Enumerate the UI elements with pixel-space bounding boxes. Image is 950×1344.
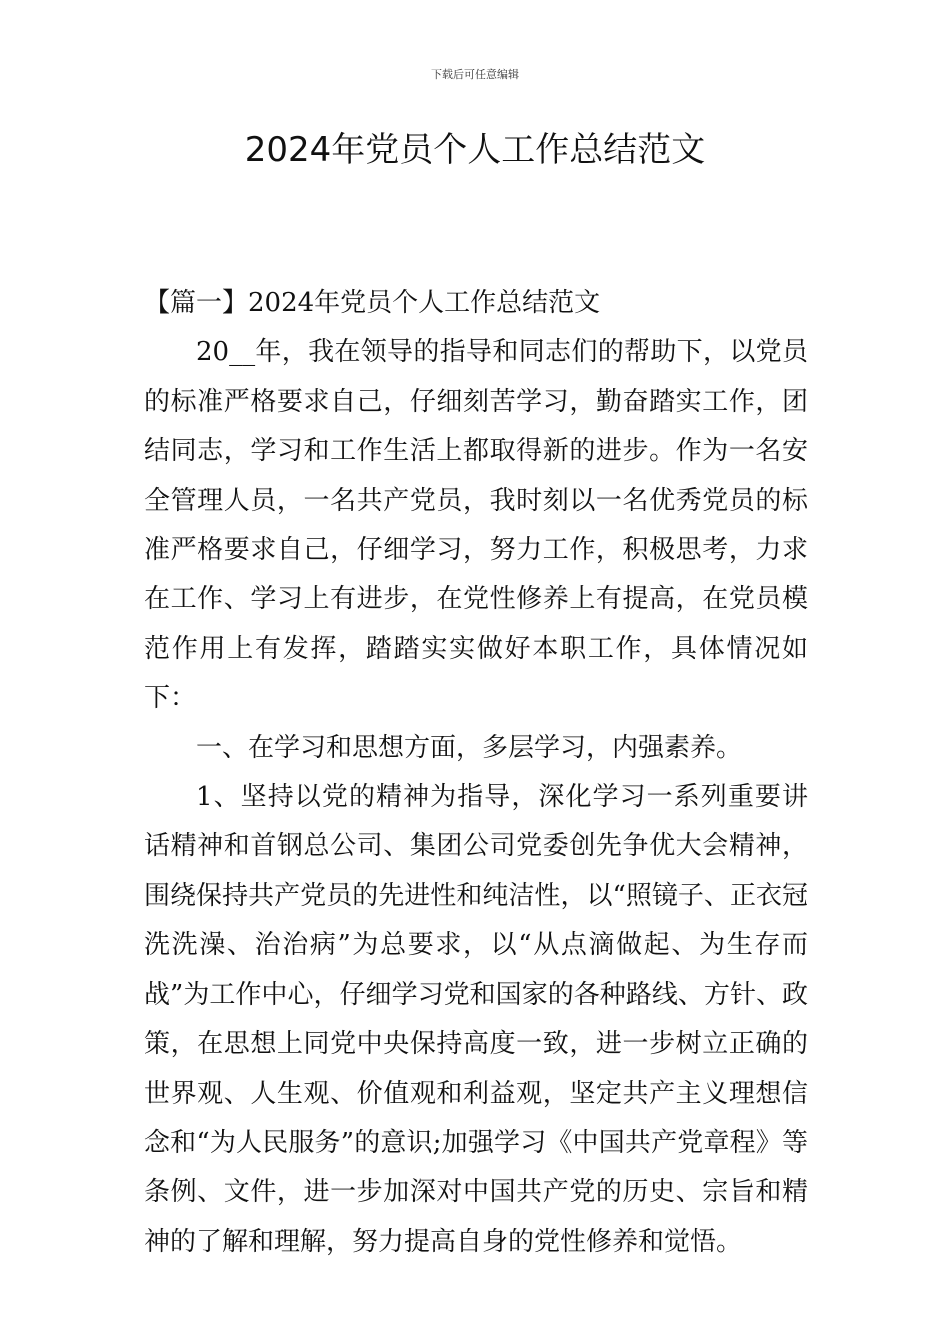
header-note: 下载后可任意编辑 bbox=[431, 68, 519, 81]
paragraph-item-one: 1、坚持以党的精神为指导，深化学习一系列重要讲话精神和首钢总公司、集团公司党委创先争优大会精神，围绕保持共产党员的先进性和纯洁性，以“照镜子、正衣冠洗洗澡、治治病”为总要求，以“从点滴做起、为生存而战”为工作中心，仔细学习党和国家的各种路线、方针、政策，在思想上同党中央保持高度一致，进一步树立正确的世界观、人生观、价值观和利益观，坚定共产主义理想信念和“为人民服务”的意识;加强学习《中国共产党章程》等条例、文件，进一步加深对中国共产党的历史、宗旨和精神的了解和理解，努力提高自身的党性修养和觉悟。 bbox=[144, 782, 808, 1257]
paragraph-section-one-heading: 一、在学习和思想方面，多层学习，内强素养。 bbox=[196, 732, 743, 763]
section-heading: 【篇一】2024年党员个人工作总结范文 bbox=[144, 288, 601, 318]
document-title: 2024年党员个人工作总结范文 bbox=[244, 130, 706, 170]
paragraph-intro: 20__年，我在领导的指导和同志们的帮助下，以党员的标准严格要求自己，仔细刻苦学习，勤奋踏实工作，团结同志，学习和工作生活上都取得新的进步。作为一名安全管理人员，一名共产党员，我时刻以一名优秀党员的标准严格要求自己，仔细学习，努力工作，积极思考，力求在工作、学习上有进步，在党性修养上有提高，在党员模范作用上有发挥，踏踏实实做好本职工作，具体情况如下： bbox=[144, 337, 808, 714]
document-body bbox=[144, 279, 808, 1267]
